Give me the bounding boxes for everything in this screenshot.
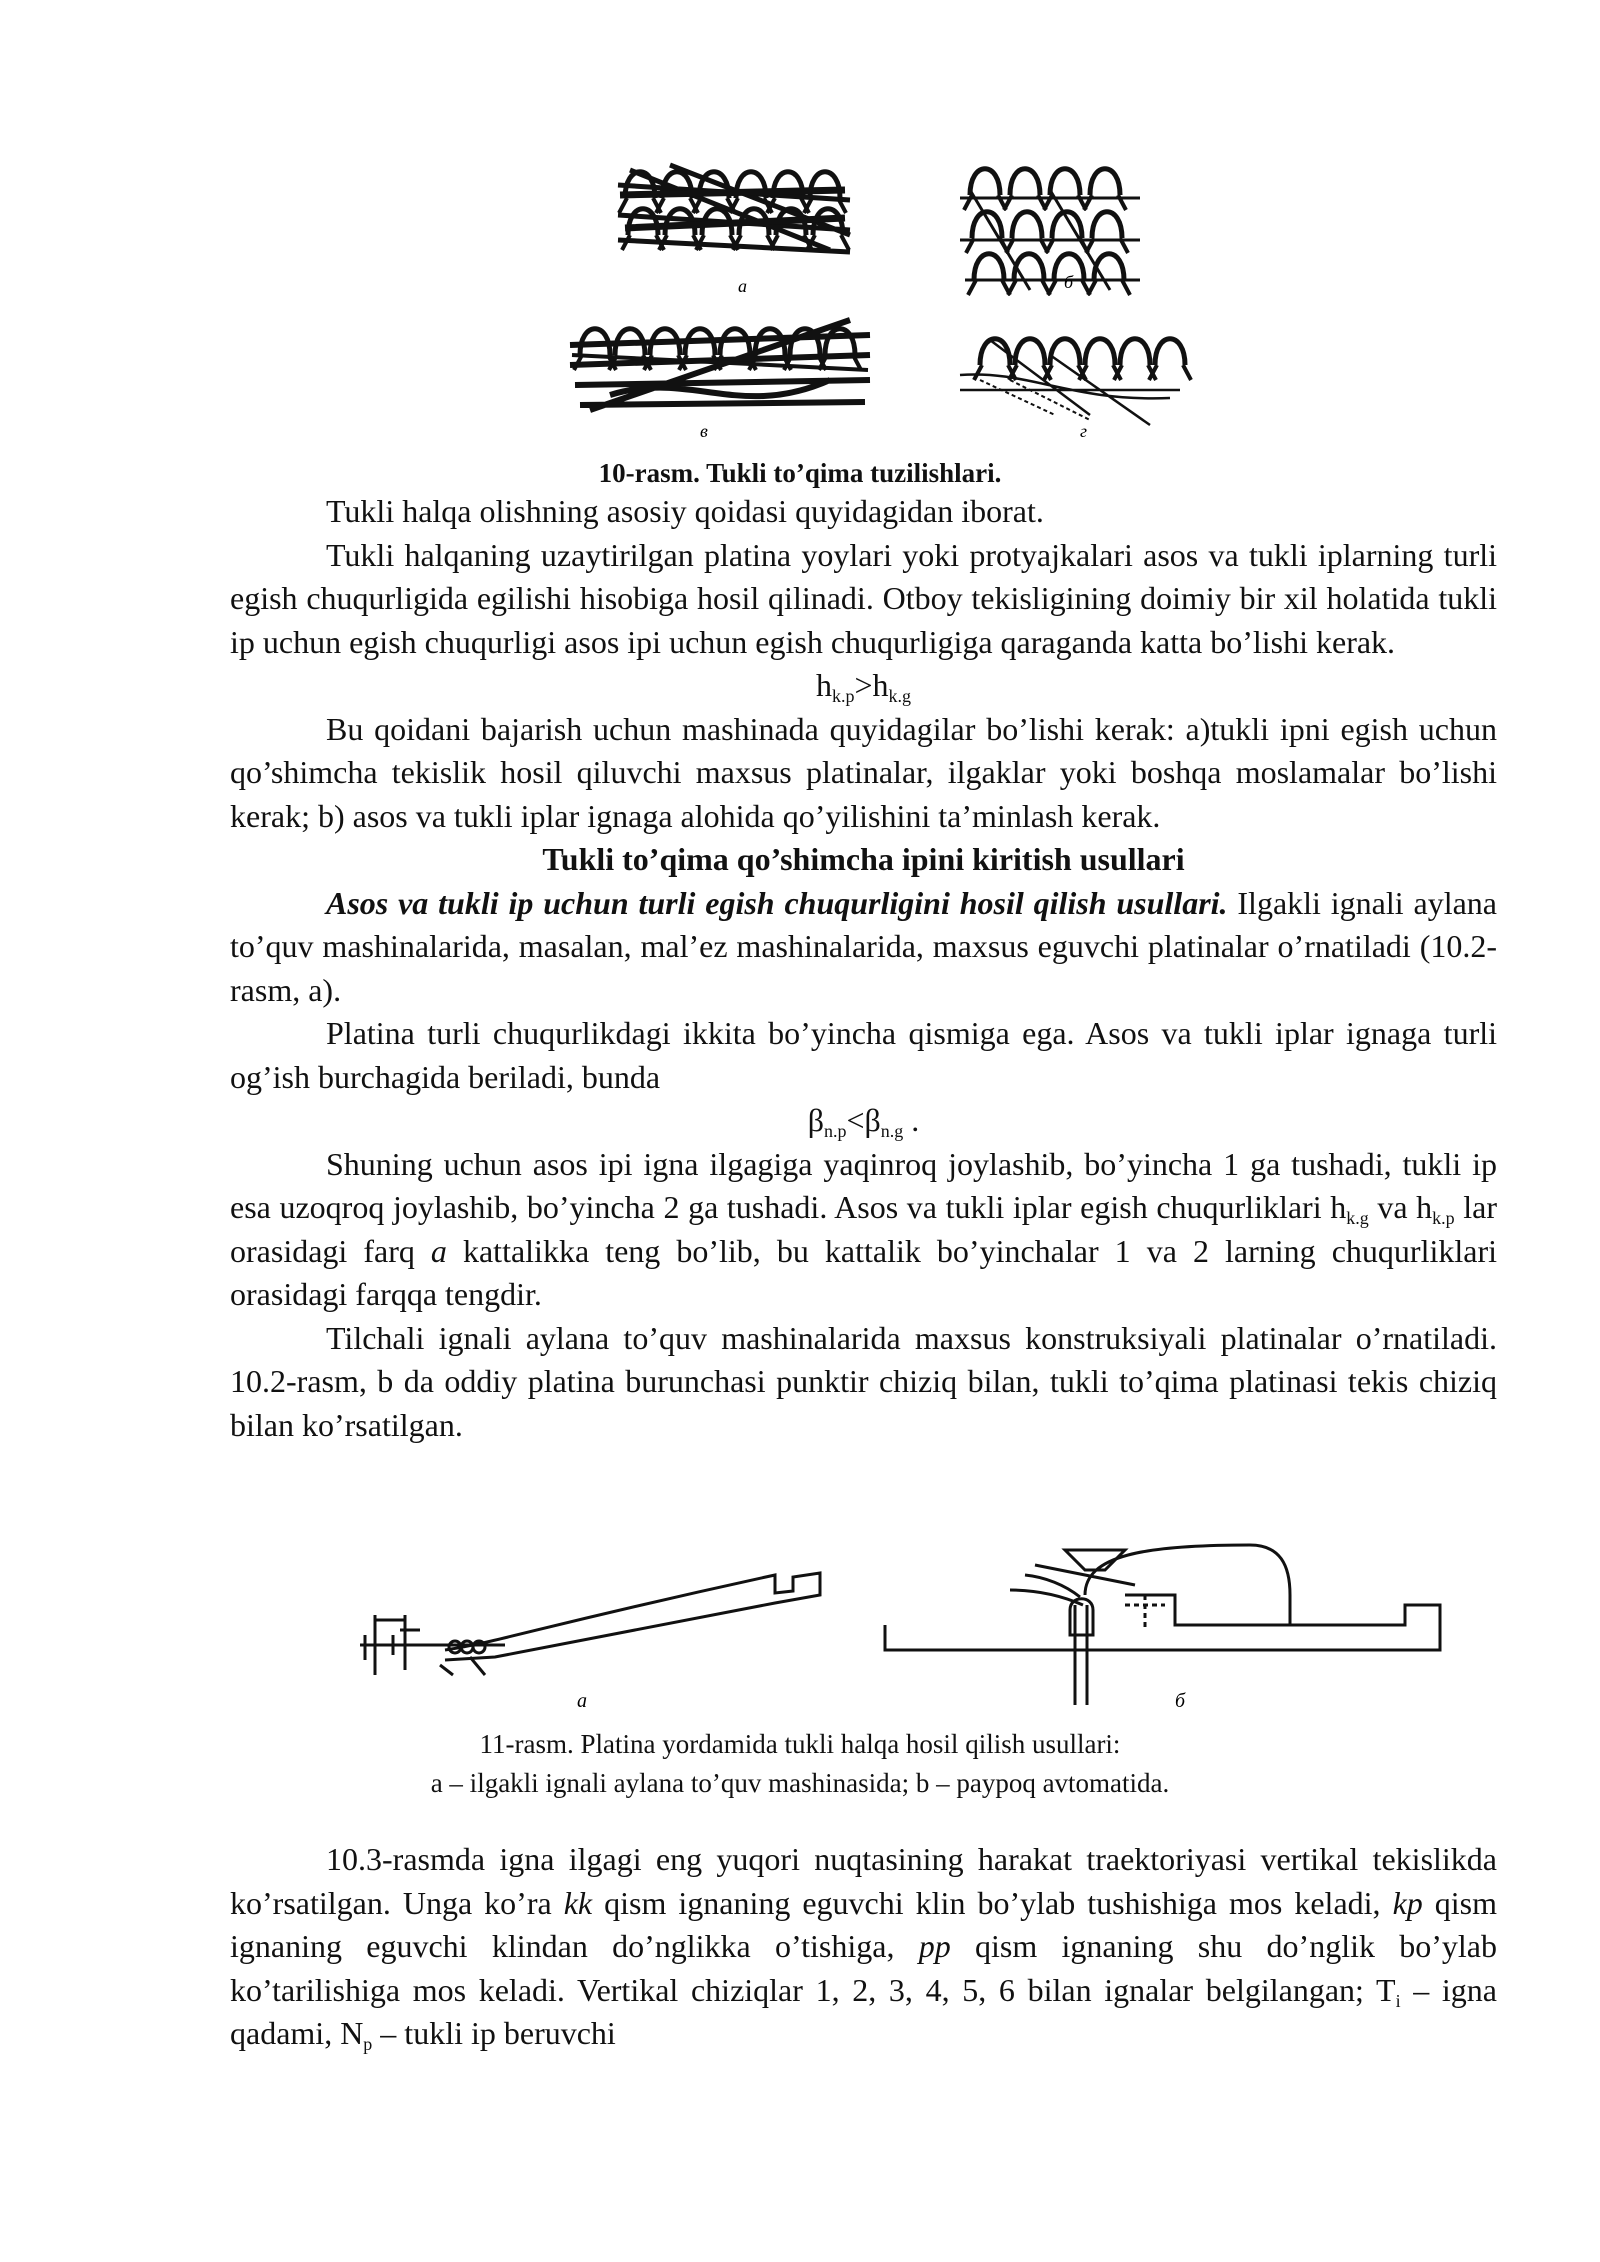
paragraph: Asos va tukli ip uchun turli egish chuqurligini hosil qilish usullari. Ilgakli ignali aylana to’quv mashinalarida, masalan, mal’ez mashinalarida, maxsus eguvchi platinalar o’rnatiladi (10.2-rasm, a). — [230, 884, 1498, 1008]
section-heading: Tukli to’qima qo’shimcha ipini kiritish usullari — [542, 841, 1185, 877]
figure-10-label-g: г — [1080, 421, 1088, 440]
bold-italic-phrase: Asos va tukli ip uchun turli egish chuqurligini hosil qilish usullari. — [326, 884, 1228, 921]
figure-11-caption — [0, 1725, 1600, 1803]
paragraph: Platina turli chuqurlikdagi ikkita bo’yincha qismiga ega. Asos va tukli iplar ignaga turli og’ish burchagida beriladi, bunda — [230, 1015, 1497, 1095]
figure-10-caption: 10-rasm. Tukli to’qima tuzilishlari. — [598, 458, 1002, 488]
paragraph: Shuning uchun asos ipi igna ilgagiga yaqinroq joylashib, bo’yincha 1 ga tushadi, tukli ip esa uzoqroq joylashib, bo’yincha 2 ga tushadi. Asos va tukli iplar egish chuqurliklari $h_{k.g}$ va $h_{k.p}$ lar orasidagi farq a kattalikka teng bo’lib, bu kattalik bo’yinchalar 1 va 2 larning chuqurliklari orasidagi farqqa tengdir. — [230, 1145, 1498, 1312]
figure-11a-drawing — [360, 1573, 820, 1675]
text-block-2 — [230, 1838, 1497, 2056]
figure-10v-sketch — [570, 320, 870, 410]
figure-11b-drawing — [885, 1545, 1440, 1705]
formula-beta: $\beta_{n.p}<\beta_{n.g}$ . — [807, 1102, 920, 1141]
paragraph: 10.3-rasmda igna ilgagi eng yuqori nuqtasining harakat traektoriyasi vertikal tekislikda ko’rsatilgan. Unga ko’ra kk qism ignaning eguvchi klin bo’ylab tushishiga mos keladi, kp qism ignaning eguvchi klindan do’nglikka o’tishiga, pp qism ignaning shu do’nglik bo’ylab ko’tarilishiga mos keladi. Vertikal chiziqlar 1, 2, 3, 4, 5, 6 bilan ignalar belgilangan; $T_i$ – igna qadami, $N_p$ – tukli ip beruvchi — [230, 1841, 1498, 2054]
figure-11-caption-line2: a – ilgakli ignali aylana to’quv mashinasida; b – paypoq avtomatida. — [430, 1768, 1170, 1798]
figure-10-label-v: в — [700, 421, 708, 440]
formula-h: $h_{k.p}>h_{k.g}$ — [815, 667, 912, 706]
paragraph: Tilchali ignali aylana to’quv mashinalarida maxsus konstruksiyali platinalar o’rnatiladi. 10.2-rasm, b da oddiy platina burunchasi punktir chiziq bilan, tukli to’qima platinasi tekis chiziq bilan ko’rsatilgan. — [230, 1319, 1497, 1443]
figure-11-label-a: a — [577, 1690, 587, 1712]
figure-10g-sketch — [960, 339, 1191, 425]
figure-10a-sketch — [615, 160, 850, 255]
figure-11-label-b: б — [1175, 1690, 1186, 1712]
text-block-1 — [230, 490, 1497, 1447]
figure-10-knit-structures — [310, 140, 1290, 440]
figure-11-sinker-drawings — [345, 1535, 1515, 1715]
paragraph: Tukli halqaning uzaytirilgan platina yoylari yoki protyajkalari asos va tukli iplarning turli egish chuqurligida egilishi hisobiga hosil qilinadi. Otboy tekisligining doimiy bir xil holatida tukli ip uchun egish chuqurligi asos ipi uchun egish chuqurligiga qaraganda katta bo’lishi kerak. — [230, 536, 1497, 660]
paragraph: Tukli halqa olishning asosiy qoidasi quyidagidan iborat. — [326, 493, 1044, 529]
figure-10b-sketch — [960, 169, 1140, 295]
figure-11-caption-line1: 11-rasm. Platina yordamida tukli halqa hosil qilish usullari: — [479, 1729, 1121, 1759]
figure-10-label-a: a — [738, 276, 747, 296]
paragraph: Bu qoidani bajarish uchun mashinada quyidagilar bo’lishi kerak: a)tukli ipni egish uchun qo’shimcha tekislik hosil qiluvchi maxsus platinalar, ilgaklar yoki boshqa moslamalar bo’lishi kerak; b) asos va tukli iplar ignaga alohida qo’yilishini ta’minlash kerak. — [230, 710, 1497, 834]
figure-10-label-b: б — [1064, 272, 1074, 292]
